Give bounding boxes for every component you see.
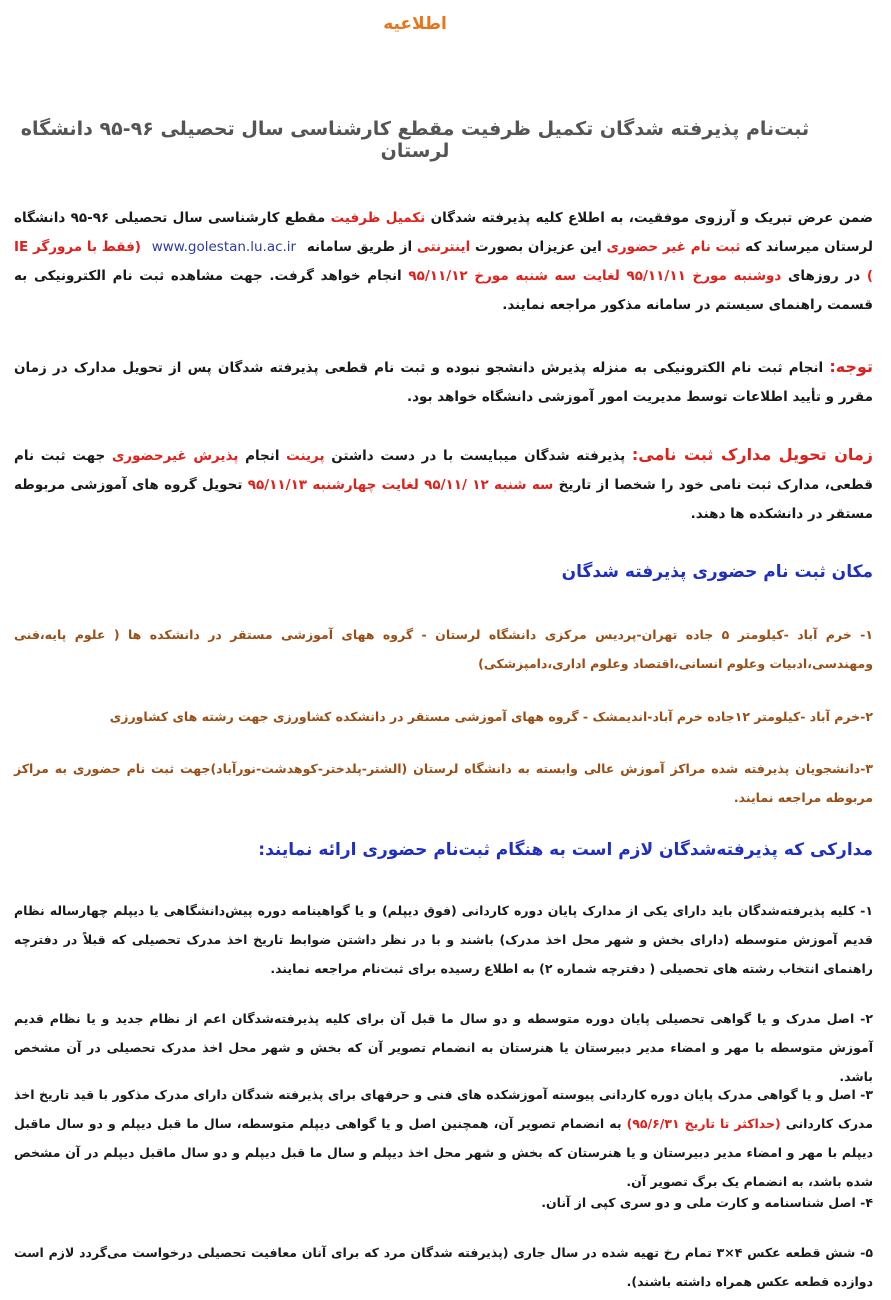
document-3-text-a: ۳- اصل و یا گواهی مدرک پایان دوره کاردانی پیوسته آموزشکده های فنی و حرفهای برای پذیرفته شدگان دارای مدرک مذکور با قید تاریخ اخذ مدرک کاردانی <box>14 1087 873 1131</box>
places-heading: مکان ثبت نام حضوری پذیرفته شدگان <box>561 562 873 582</box>
place-item-2: ۲-خرم آباد -کیلومتر ۱۲جاده خرم آباد-اندیمشک - گروه ههای آموزشی مستقر در دانشکده کشاورزی جهت رشته های کشاورزی <box>109 709 873 724</box>
documents-heading: مدارکی که پذیرفته‌شدگان لازم است به هنگام ثبت‌نام حضوری ارائه نمایند: <box>258 840 873 860</box>
notice-heading: اطلاعیه <box>383 14 447 34</box>
document-item-3 <box>14 1080 873 1196</box>
delivery-text-4: تحویل گروه های آموزشی مربوطه مستقر در دانشکده ها دهند. <box>14 477 873 522</box>
intro-text-4: از طریق سامانه <box>306 239 413 255</box>
document-3-text-b: به انضمام تصویر آن، همچنین اصل و یا گواهی دیپلم متوسطه، سال ما قبل دیپلم و دو سال ماقبل دیپلم با مهر و امضاء مدیر دبیرستان و یا هنرستان که بخش و شهر محل اخذ دیپلم و سال ما قبل دیپلم و دو سال ماقبل دیپلم در آن مشخص شده باشد، به انضمام یک برگ تصویر آن. <box>14 1116 873 1189</box>
delivery-paragraph <box>14 440 873 529</box>
intro-paragraph <box>14 204 873 320</box>
delivery-text-2: انجام <box>245 448 280 464</box>
document-item-2: ۲- اصل مدرک و یا گواهی تحصیلی پایان دوره متوسطه و دو سال ما قبل آن برای کلیه پذیرفته‌شدگان اعم از نظام جدید و یا نظام قدیم آموزش متوسطه با مهر و امضاء مدیر دبیرستان یا هنرستان به انضمام تصویر آن که بخش و شهر محل اخذ مدرک تحصیلی در آن مشخص باشد. <box>14 1011 873 1084</box>
delivery-dates: سه شنبه ۱۲ /۹۵/۱۱ لغایت چهارشنبه ۹۵/۱۱/۱۳ <box>247 477 554 493</box>
delivery-text-3: جهت ثبت نام قطعی، مدارک ثبت نامی خود را شخصا از تاریخ <box>14 448 874 493</box>
attention-label: توجه: <box>829 357 873 376</box>
page-title: ثبت‌نام پذیرفته شدگان تکمیل ظرفیت مقطع کارشناسی سال تحصیلی ۹۶-۹۵ دانشگاه لرستان <box>20 118 810 162</box>
intro-highlight-remote: ثبت نام غیر حضوری <box>606 239 741 255</box>
intro-dates: دوشنبه مورخ ۹۵/۱۱/۱۱ لغایت سه شنبه مورخ ۹۵/۱۱/۱۲ <box>408 268 782 284</box>
intro-text-5: در روزهای <box>788 268 861 284</box>
delivery-label: زمان تحویل مدارک ثبت نامی: <box>631 445 873 464</box>
place-item-1: ۱- خرم آباد -کیلومتر ۵ جاده تهران-پردیس مرکزی دانشگاه لرستان - گروه ههای آموزشی مستقر در دانشکده ها ( علوم پایه،فنی ومهندسی،ادبیات وعلوم انسانی،اقتصاد وعلوم اداری،دامپزشکی) <box>14 627 873 671</box>
intro-highlight-online: اینترنتی <box>416 239 471 255</box>
place-item-3: ۳-دانشجویان پذیرفته شده مراکز آموزش عالی وابسته به دانشگاه لرستان (الشتر-پلدختر-کوهدشت-نورآباد)جهت ثبت نام حضوری به مراکز مربوطه مراجعه نمایند. <box>14 761 873 805</box>
intro-text-3: این عزیزان بصورت <box>475 239 602 255</box>
golestan-site-link[interactable]: www.golestan.lu.ac.ir <box>151 239 297 255</box>
intro-highlight-capacity: تکمیل ظرفیت <box>330 210 426 226</box>
document-item-5: ۵- شش قطعه عکس ۴×۳ تمام رخ تهیه شده در سال جاری (پذیرفته شدگان مرد که برای آنان معافیت تحصیلی درخواست می‌گردد لازم است دوازده قطعه عکس همراه داشته باشند). <box>14 1245 873 1289</box>
intro-text-1: ضمن عرض تبریک و آرزوی موفقیت، به اطلاع کلیه پذیرفته شدگان <box>430 210 873 226</box>
document-3-deadline: (حداکثر تا تاریخ ۹۵/۶/۳۱) <box>626 1116 781 1131</box>
delivery-text-1: پذیرفته شدگان میبایست با در دست داشتن <box>331 448 626 464</box>
document-item-1: ۱- کلیه پذیرفته‌شدگان باید دارای یکی از مدارک پایان دوره کاردانی (فوق دیپلم) و یا گواهینامه دوره پیش‌دانشگاهی یا دیپلم چهارساله نظام قدیم آموزش متوسطه (دارای بخش و شهر محل اخذ مدرک) باشند و با در نظر داشتن ضوابط تاریخ اخذ مدرک تحصیلی که قبلاً در دفترچه راهنمای انتخاب رشته های تحصیلی ( دفترچه شماره ۲) به اطلاع رسیده برای ثبت‌نام مراجعه نمایند. <box>14 903 873 976</box>
intro-text-6: انجام خواهد گرفت. جهت مشاهده ثبت نام الکترونیکی به قسمت راهنمای سیستم در سامانه مذکور مراجعه نمایند. <box>14 268 873 313</box>
ie-browser-note: (فقط با مرورگر IE ) <box>14 239 873 284</box>
attention-text: انجام ثبت نام الکترونیکی به منزله پذیرش دانشجو نبوده و ثبت نام قطعی پذیرفته شدگان پس از تحویل مدارک در زمان مقرر و تأیید اطلاعات توسط مدیریت امور آموزشی دانشگاه خواهد بود. <box>14 360 873 405</box>
delivery-highlight-admission: پذیرش غیرحضوری <box>111 448 239 464</box>
intro-text-2: مقطع کارشناسی سال تحصیلی ۹۶-۹۵ دانشگاه لرستان میرساند که <box>14 210 874 255</box>
attention-paragraph <box>14 352 873 412</box>
delivery-highlight-print: پرینت <box>286 448 325 464</box>
document-item-4: ۴- اصل شناسنامه و کارت ملی و دو سری کپی از آنان. <box>541 1195 873 1210</box>
